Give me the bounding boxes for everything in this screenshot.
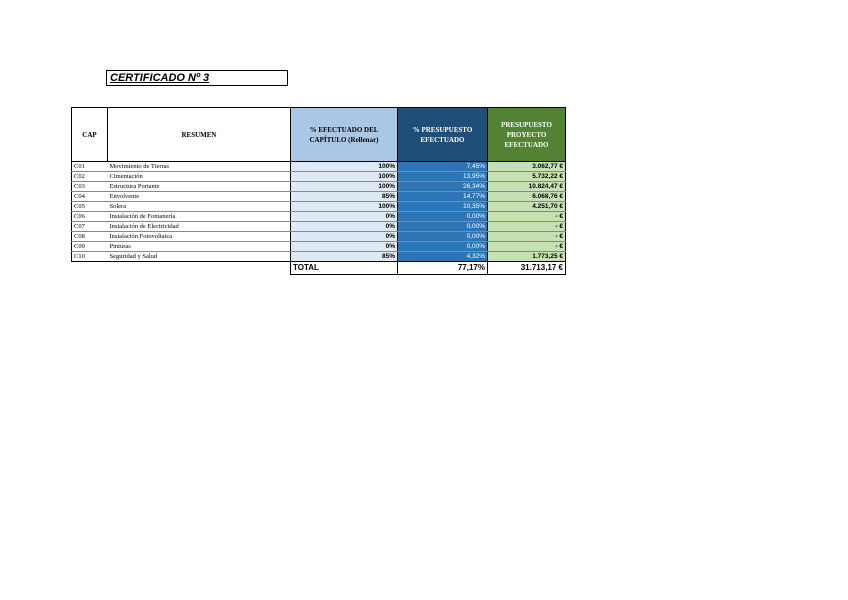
cell-presupuesto-proyecto: 6.068,76 € <box>488 192 566 202</box>
cell-cap: C02 <box>72 172 108 182</box>
cell-pct-presupuesto: 0,00% <box>398 242 488 252</box>
header-presupuesto-proyecto: PRESUPUESTO PROYECTO EFECTUADO <box>488 108 566 162</box>
cell-cap: C05 <box>72 202 108 212</box>
cell-cap: C08 <box>72 232 108 242</box>
table-row <box>72 182 566 192</box>
cell-presupuesto-proyecto: - € <box>488 222 566 232</box>
table-row <box>72 172 566 182</box>
table-header-row <box>72 108 566 162</box>
cell-pct-efectuado[interactable]: 0% <box>291 232 398 242</box>
cell-pct-efectuado[interactable]: 100% <box>291 172 398 182</box>
header-cap: CAP <box>72 108 108 162</box>
table-row <box>72 202 566 212</box>
cell-cap: C09 <box>72 242 108 252</box>
cell-resumen: Cimentación <box>108 172 291 182</box>
cell-pct-efectuado[interactable]: 100% <box>291 202 398 212</box>
cell-resumen: Estructura Portante <box>108 182 291 192</box>
cell-presupuesto-proyecto: - € <box>488 242 566 252</box>
table-row <box>72 252 566 262</box>
cell-resumen: Pinturas <box>108 242 291 252</box>
cell-cap: C07 <box>72 222 108 232</box>
table-row <box>72 232 566 242</box>
table-row <box>72 242 566 252</box>
table-row <box>72 222 566 232</box>
cell-pct-presupuesto: 0,00% <box>398 222 488 232</box>
cell-presupuesto-proyecto: 1.773,25 € <box>488 252 566 262</box>
cell-pct-presupuesto: 26,34% <box>398 182 488 192</box>
cell-resumen: Instalación de Fontanería <box>108 212 291 222</box>
certificate-table <box>71 107 566 275</box>
certificate-title-box <box>106 70 288 86</box>
cell-resumen: Movimiento de Tierras <box>108 162 291 172</box>
cell-pct-presupuesto: 14,77% <box>398 192 488 202</box>
header-pct-efectuado: % EFECTUADO DEL CAPÍTULO (Rellenar) <box>291 108 398 162</box>
cell-cap: C06 <box>72 212 108 222</box>
cell-pct-efectuado[interactable]: 85% <box>291 252 398 262</box>
cell-presupuesto-proyecto: 3.062,77 € <box>488 162 566 172</box>
total-amount: 31.713,17 € <box>488 262 566 275</box>
cell-cap: C01 <box>72 162 108 172</box>
cell-pct-efectuado[interactable]: 0% <box>291 212 398 222</box>
cell-cap: C10 <box>72 252 108 262</box>
total-row <box>72 262 566 275</box>
cell-presupuesto-proyecto: 5.732,22 € <box>488 172 566 182</box>
total-spacer <box>72 262 108 275</box>
cell-pct-efectuado[interactable]: 100% <box>291 162 398 172</box>
cell-pct-efectuado[interactable]: 0% <box>291 242 398 252</box>
cell-pct-presupuesto: 4,32% <box>398 252 488 262</box>
cell-presupuesto-proyecto: 4.251,70 € <box>488 202 566 212</box>
cell-pct-presupuesto: 7,45% <box>398 162 488 172</box>
cell-pct-presupuesto: 10,35% <box>398 202 488 212</box>
table-row <box>72 162 566 172</box>
cell-pct-efectuado[interactable]: 0% <box>291 222 398 232</box>
cell-resumen: Instalación Fotovoltaica <box>108 232 291 242</box>
cell-pct-efectuado[interactable]: 85% <box>291 192 398 202</box>
cell-resumen: Seguridad y Salud <box>108 252 291 262</box>
cell-presupuesto-proyecto: - € <box>488 232 566 242</box>
cell-presupuesto-proyecto: 10.824,47 € <box>488 182 566 192</box>
cell-pct-efectuado[interactable]: 100% <box>291 182 398 192</box>
cell-resumen: Envolvente <box>108 192 291 202</box>
header-pct-presupuesto: % PRESUPUESTO EFECTUADO <box>398 108 488 162</box>
total-spacer <box>108 262 291 275</box>
cell-pct-presupuesto: 0,00% <box>398 232 488 242</box>
cell-cap: C04 <box>72 192 108 202</box>
cell-cap: C03 <box>72 182 108 192</box>
total-label: TOTAL <box>291 262 398 275</box>
total-pct: 77,17% <box>398 262 488 275</box>
cell-resumen: Instalación de Electricidad <box>108 222 291 232</box>
cell-pct-presupuesto: 13,95% <box>398 172 488 182</box>
cell-resumen: Solera <box>108 202 291 212</box>
table-row <box>72 192 566 202</box>
header-resumen: RESUMEN <box>108 108 291 162</box>
table-row <box>72 212 566 222</box>
cell-presupuesto-proyecto: - € <box>488 212 566 222</box>
cell-pct-presupuesto: 0,00% <box>398 212 488 222</box>
certificate-title: CERTIFICADO Nº 3 <box>110 72 210 84</box>
